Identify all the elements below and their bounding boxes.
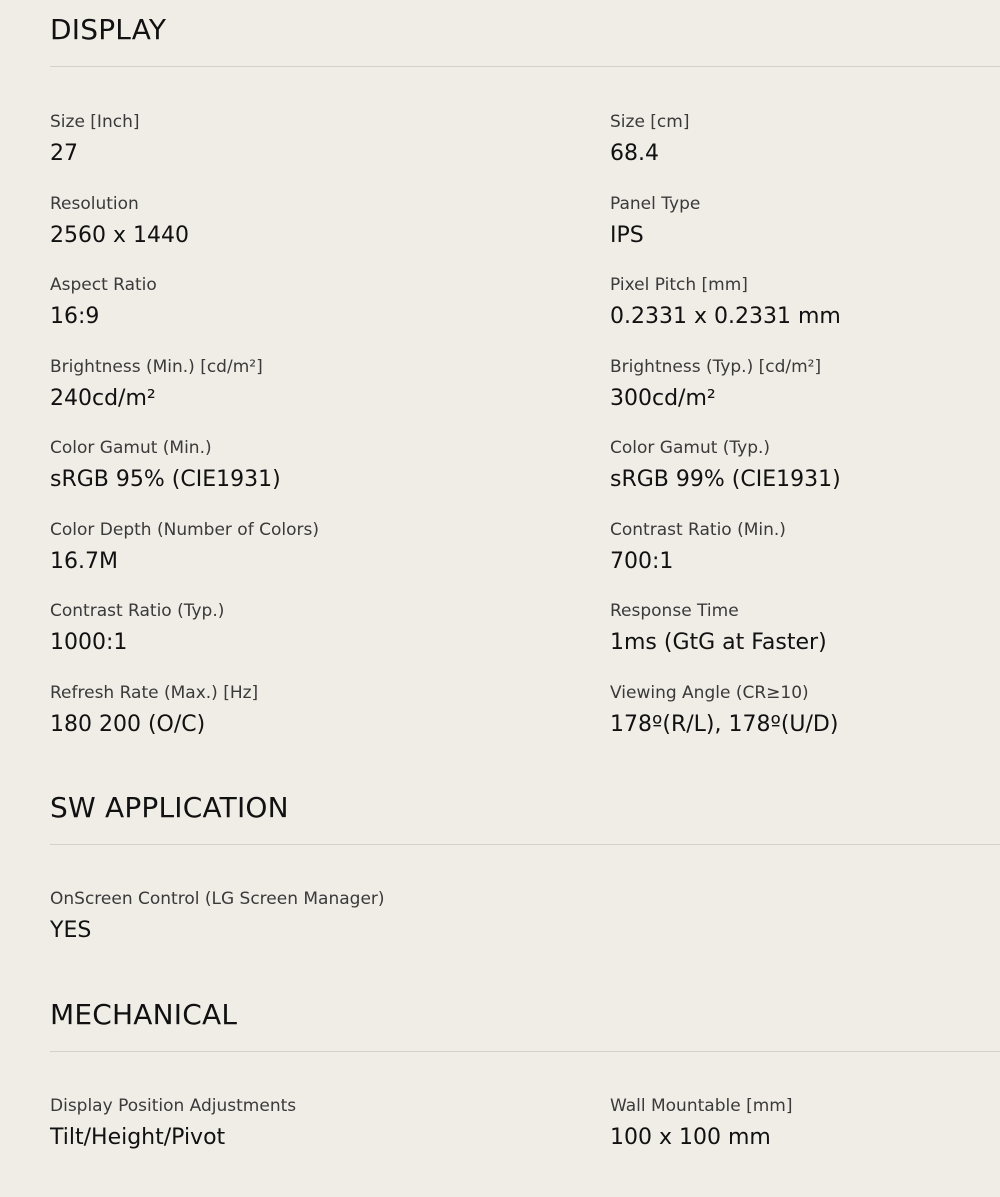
spec-aspect-ratio: [50, 274, 610, 356]
spec-resolution: [50, 193, 610, 275]
spec-label: Color Gamut (Typ.): [610, 438, 771, 458]
spec-color-depth: [50, 519, 610, 601]
spec-grid-sw-application: [50, 888, 1000, 970]
spec-label: Pixel Pitch [mm]: [610, 275, 748, 295]
spec-contrast-ratio-typ: [50, 600, 610, 682]
spec-label: Display Position Adjustments: [50, 1096, 297, 1116]
section-title-sw-application: SW APPLICATION: [50, 791, 289, 824]
spec-wall-mountable: [610, 1095, 1000, 1177]
spec-size-inch: [50, 111, 610, 193]
spec-label: Refresh Rate (Max.) [Hz]: [50, 682, 259, 703]
spec-label: Size [cm]: [610, 112, 690, 132]
section-divider: [50, 1051, 1000, 1052]
spec-label: Color Gamut (Min.): [50, 438, 212, 458]
spec-label: Aspect Ratio: [50, 275, 157, 295]
section-title-mechanical: MECHANICAL: [50, 998, 238, 1031]
spec-value: 240cd/m²: [50, 385, 156, 411]
spec-value: 16:9: [50, 304, 100, 329]
spec-label: Wall Mountable [mm]: [610, 1096, 793, 1116]
spec-color-gamut-typ: [610, 437, 1000, 519]
spec-value: 178º(R/L), 178º(U/D): [610, 711, 839, 737]
spec-value: 16.7M: [50, 548, 118, 574]
spec-grid-display: [50, 111, 1000, 763]
spec-label: Response Time: [610, 601, 739, 621]
spec-label: Resolution: [50, 193, 139, 214]
spec-brightness-min: [50, 356, 610, 438]
spec-label: Viewing Angle (CR≥10): [610, 682, 809, 703]
spec-response-time: [610, 600, 1000, 682]
spec-label: Panel Type: [610, 193, 701, 214]
spec-pixel-pitch: [610, 274, 1000, 356]
spec-label: Contrast Ratio (Typ.): [50, 601, 225, 621]
spec-value: 300cd/m²: [610, 385, 716, 411]
spec-value: 27: [50, 141, 78, 166]
spec-value: 100 x 100 mm: [610, 1125, 771, 1150]
spec-viewing-angle: [610, 682, 1000, 764]
spec-value: IPS: [610, 222, 644, 248]
spec-brightness-typ: [610, 356, 1000, 438]
spec-value: sRGB 99% (CIE1931): [610, 467, 841, 492]
spec-value: 2560 x 1440: [50, 222, 189, 248]
spec-value: 0.2331 x 0.2331 mm: [610, 304, 841, 329]
spec-value: 700:1: [610, 548, 674, 574]
spec-label: Brightness (Min.) [cd/m²]: [50, 356, 263, 377]
spec-value: Tilt/Height/Pivot: [50, 1125, 226, 1150]
spec-label: Color Depth (Number of Colors): [50, 519, 319, 540]
spec-value: 1000:1: [50, 630, 128, 655]
spec-panel-type: [610, 193, 1000, 275]
spec-onscreen-control: [50, 888, 610, 970]
spec-grid-mechanical: [50, 1095, 1000, 1177]
spec-label: Size [Inch]: [50, 112, 140, 132]
spec-display-position-adjustments: [50, 1095, 610, 1177]
spec-refresh-rate: [50, 682, 610, 764]
spec-value: 68.4: [610, 141, 659, 166]
spec-color-gamut-min: [50, 437, 610, 519]
section-title-display: DISPLAY: [50, 13, 167, 46]
spec-value: YES: [50, 918, 92, 943]
spec-value: 1ms (GtG at Faster): [610, 630, 827, 655]
section-divider: [50, 66, 1000, 67]
spec-value: 180 200 (O/C): [50, 711, 206, 737]
spec-label: Contrast Ratio (Min.): [610, 519, 786, 540]
spec-size-cm: [610, 111, 1000, 193]
spec-label: OnScreen Control (LG Screen Manager): [50, 889, 385, 909]
section-divider: [50, 844, 1000, 845]
spec-contrast-ratio-min: [610, 519, 1000, 601]
spec-label: Brightness (Typ.) [cd/m²]: [610, 356, 822, 377]
spec-value: sRGB 95% (CIE1931): [50, 467, 281, 492]
